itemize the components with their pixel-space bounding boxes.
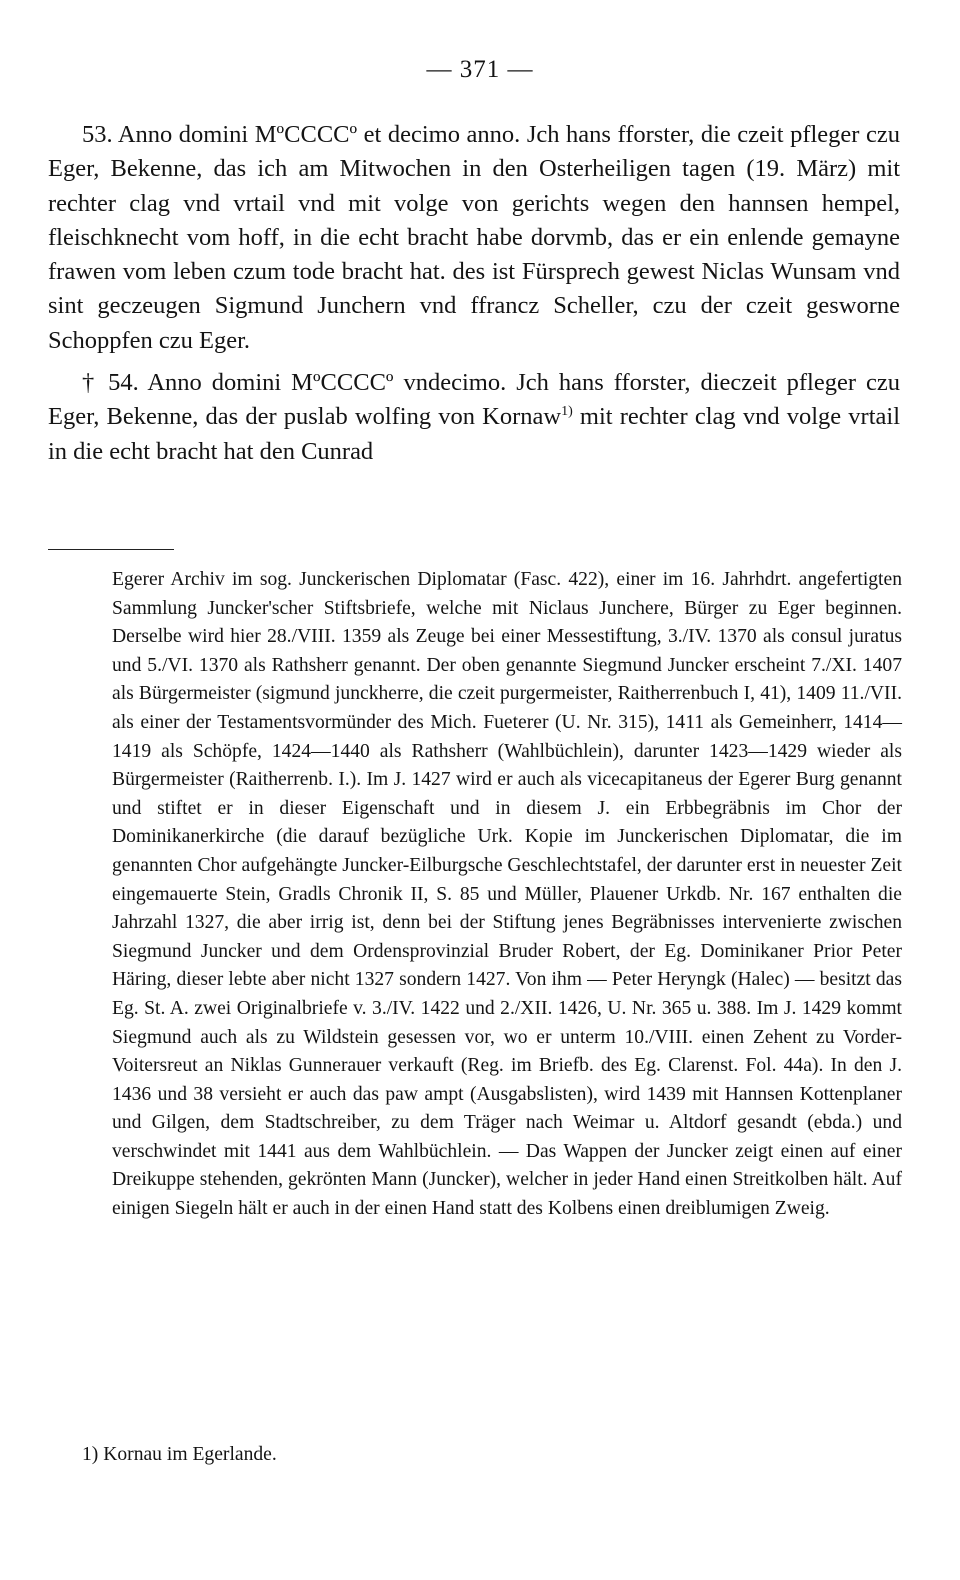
- entry-54: [48, 366, 900, 469]
- page-number: — 371 —: [426, 56, 534, 83]
- editorial-note: [112, 566, 902, 1224]
- editorial-note-text: Egerer Archiv im sog. Junckerischen Diplomatar (Fasc. 422), einer im 16. Jahrhdrt. angefertigten Sammlung Juncker'scher Stiftsbriefe, welche mit Niclaus Junchere, Bürger zu Eger beginnen. Derselbe wird hier 28./VIII. 1359 als Zeuge bei einer Messestiftung, 3./IV. 1370 als consul juratus und 5./VI. 1370 als Rathsherr genannt. Der oben genannte Siegmund Juncker erscheint 7./XI. 1407 als Bürgermeister (sigmund junckherre, die czeit purgermeister, Raitherrenbuch I, 41), 1409 11./VII. als einer der Testamentsvormünder des Mich. Fueterer (U. Nr. 315), 1411 als Gemeinherr, 1414—1419 als Schöpfe, 1424—1440 als Rathsherr (Wahlbüchlein), darunter 1423—1429 wieder als Bürgermeister (Raitherrenb. I.). Im J. 1427 wird er auch als vicecapitaneus der Egerer Burg genannt und stiftet er in dieser Eigenschaft und in diesem J. ein Erbbegräbnis im Chor der Dominikanerkirche (die darauf bezügliche Urk. Kopie im Junckerischen Diplomatar, die im genannten Chor aufgehängte Juncker-Eilburgsche Geschlechtstafel, der darunter erst in neuester Zeit eingemauerte Stein, Gradls Chronik II, S. 85 und Müller, Plauener Urkdb. Nr. 167 enthalten die Jahrzahl 1327, die aber irrig ist, denn bei der Stiftung jenes Begräbnisses intervenierte zwischen Siegmund Juncker und dem Ordensprovinzial Bruder Robert, der Eg. Dominikaner Prior Peter Häring, dieser lebte aber nicht 1327 sondern 1427. Von ihm — Peter Heryngk (Halec) — besitzt das Eg. St. A. zwei Originalbriefe v. 3./IV. 1422 und 2./XII. 1426, U. Nr. 365 u. 388. Im J. 1429 kommt Siegmund auch als zu Wildstein gesessen vor, wo er unterm 10./VIII. einen Zehent zu Vorder-Voitersreut an Niklas Gunnerauer verkauft (Reg. im Briefb. des Eg. Clarenst. Fol. 44a). In den J. 1436 und 38 versieht er auch das paw ampt (Ausgabslisten), wird 1439 mit Hannsen Kottenplaner und Gilgen, dem Stadtschreiber, zu dem Träger nach Weimar u. Altdorf gesandt (ebda.) und verschwindet mit 1441 aus dem Wahlbüchlein. — Das Wappen der Juncker zeigt einen auf einer Dreikuppe stehenden, gekrönten Mann (Juncker), welcher in jeder Hand einen Streitkolben hält. Auf einigen Siegeln hält er auch in der einen Hand statt des Kolbens einen dreiblumigen Zweig.: [112, 569, 902, 1220]
- footnote: [82, 1441, 902, 1470]
- footnote-text: 1) Kornau im Egerlande.: [82, 1444, 277, 1465]
- note-divider: [48, 549, 174, 550]
- entry-53: 53. Anno domini MºCCCCº et decimo anno. Jch hans fforster, die czeit pfleger czu Eger, Bekenne, das ich am Mitwochen in den Osterheiligen tagen (19. März) mit rechter clag vnd vrtail vnd mit volge von gerichts wegen den hannsen hempel, fleischknecht vom hoff, in die echt bracht habe dorvmb, das er ein enlende gemayne frawen vom leben czum tode bracht hat. des ist Fürsprech gewest Niclas Wunsam vnd sint geczeugen Sigmund Junchern vnd ffrancz Scheller, czu der czeit gesworne Schoppfen czu Eger.: [48, 121, 900, 354]
- entry-54-text-cont: mit rechter clag vnd volge vrtail in die echt bracht hat den Cunrad: [48, 403, 901, 465]
- entry-54-text: † 54. Anno domini MºCCCCº vndecimo. Jch hans fforster, dieczeit pfleger czu Eger, Bekenne, das der puslab wolfing von Kornaw: [48, 369, 900, 431]
- main-text: [48, 118, 900, 469]
- footnote-ref: 1): [561, 404, 573, 420]
